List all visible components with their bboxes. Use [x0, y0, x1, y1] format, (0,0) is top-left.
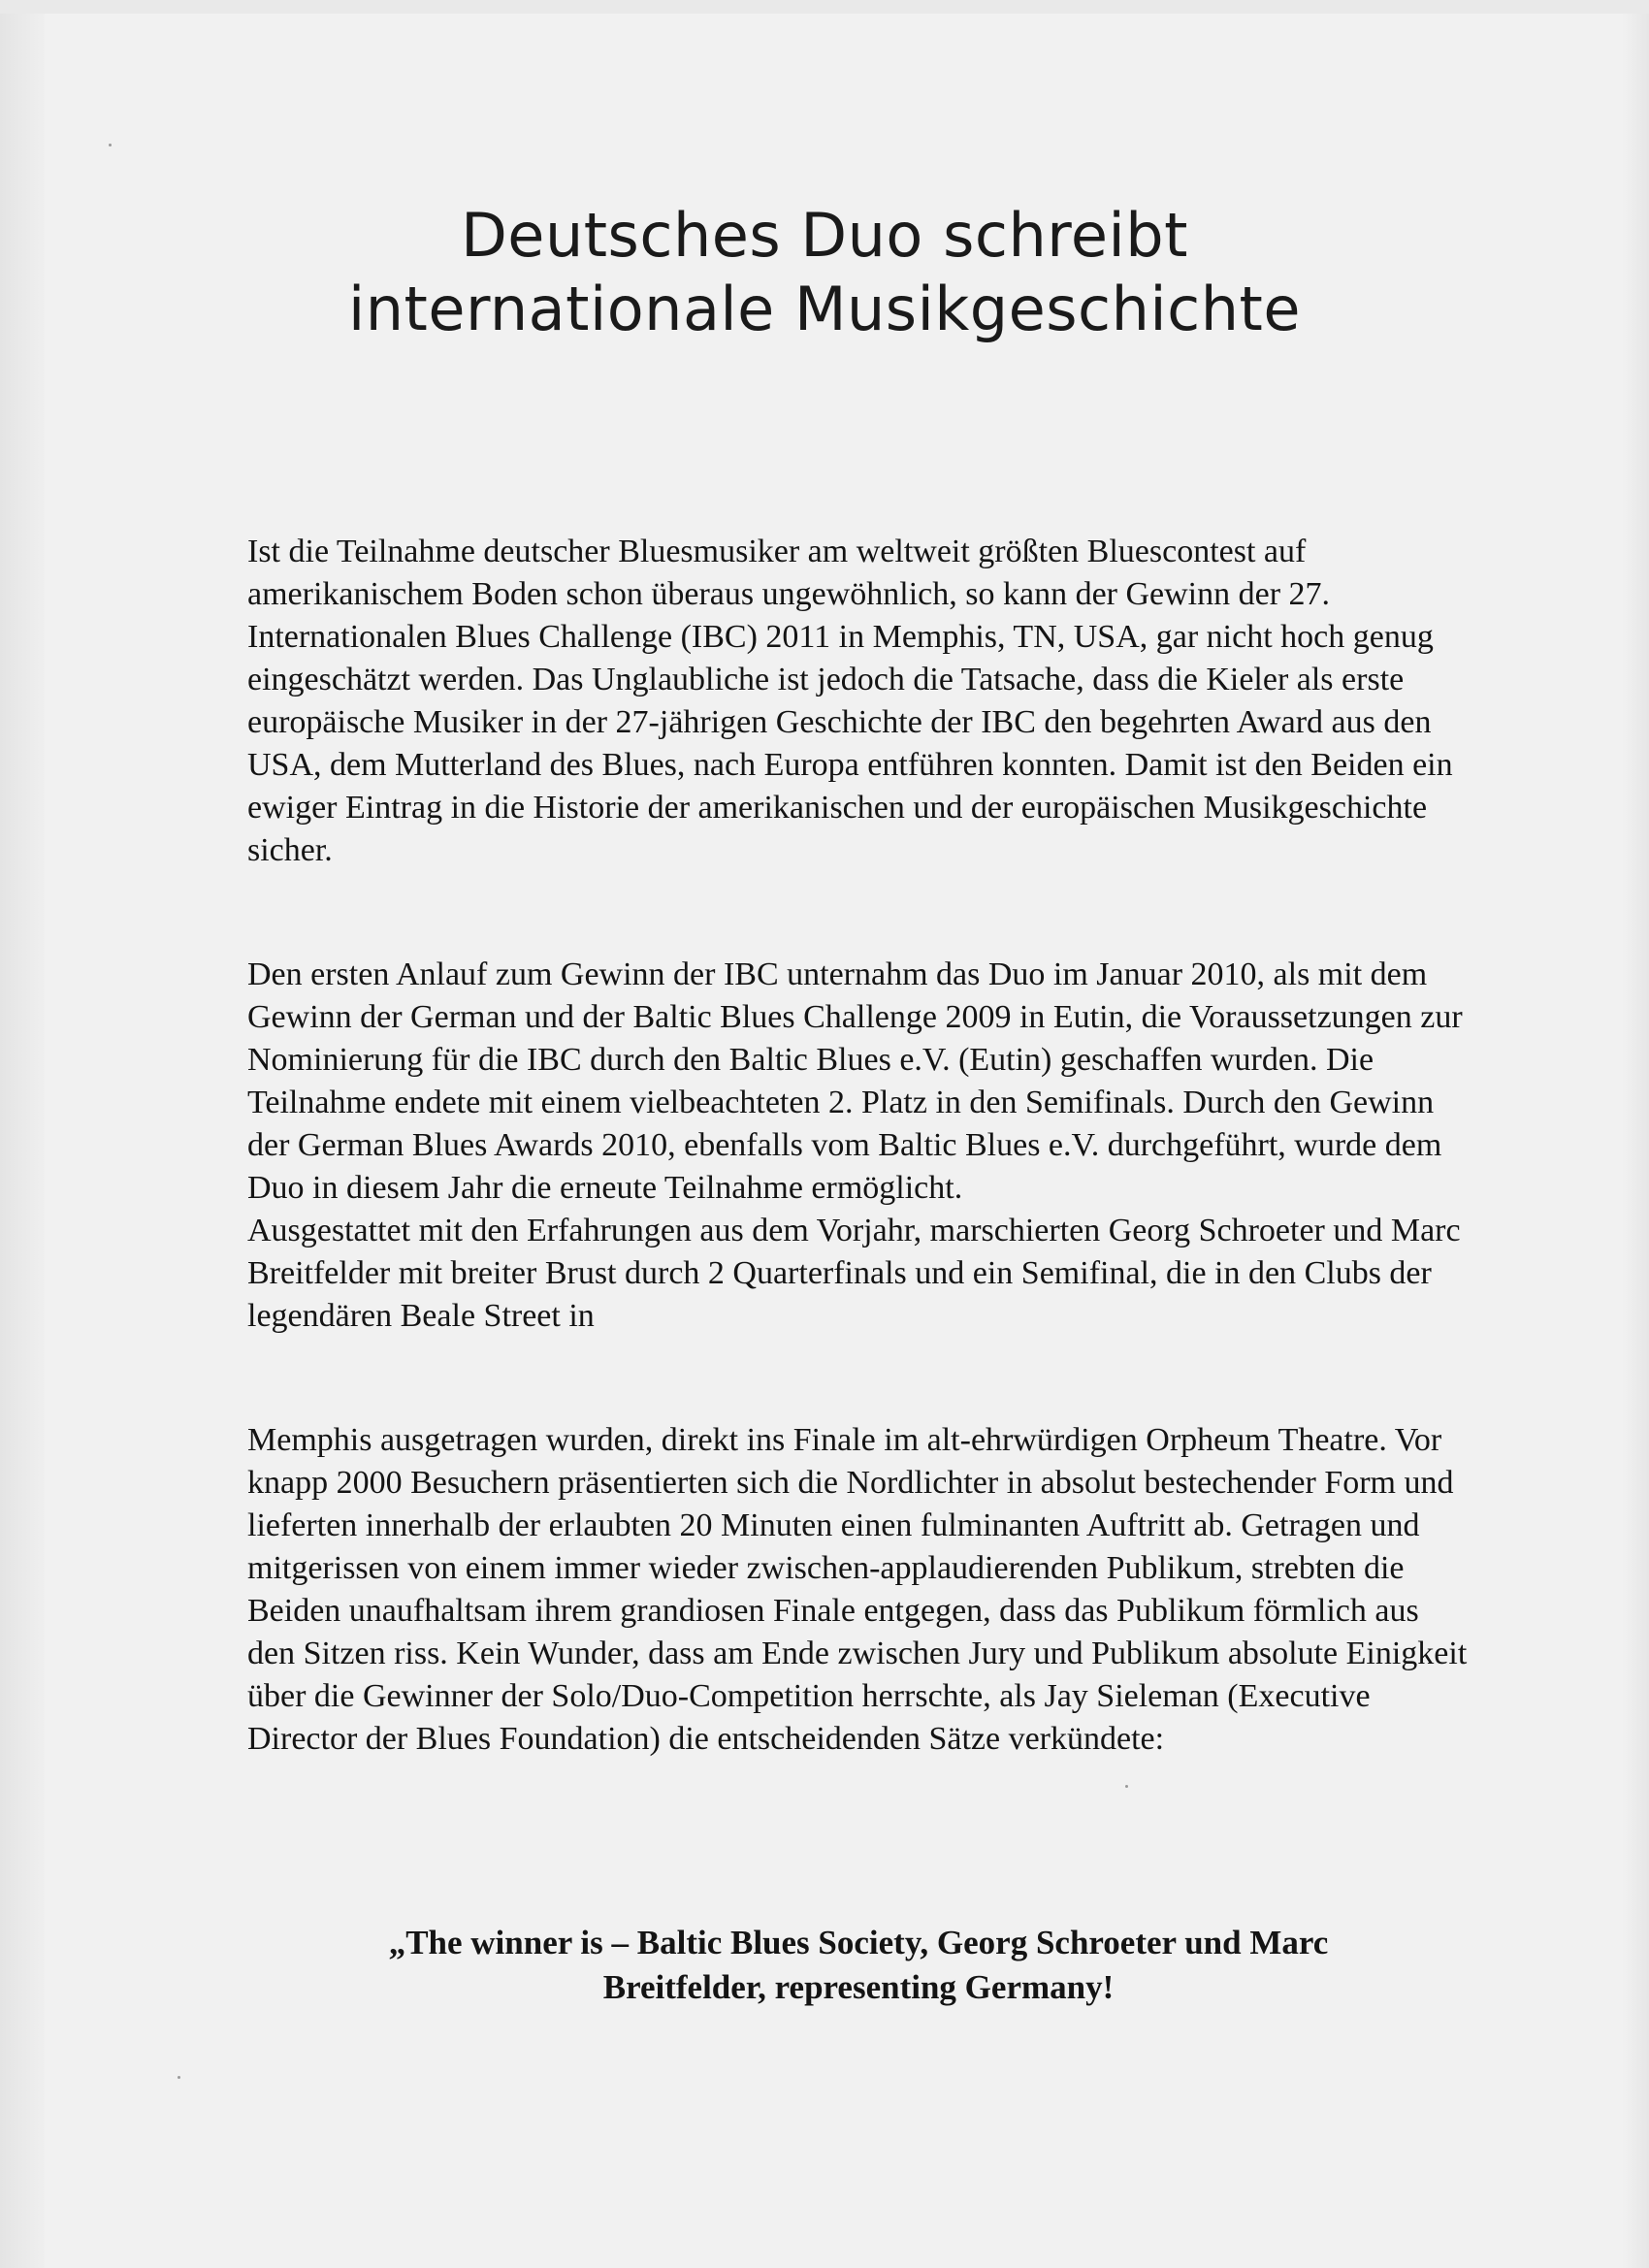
paragraph-3: Ausgestattet mit den Erfahrungen aus dem Vorjahr, marschierten Georg Schroeter und Marc Breitfelder mit breiter Brust durch 2 Quarterfinals und ein Semifinal, die in den Clubs der legendären Beale Street in [247, 1213, 1461, 1334]
scan-speck [1125, 1785, 1128, 1788]
paragraph-2-block [247, 954, 1470, 1338]
quote-line-2: Breitfelder, representing Germany! [602, 1968, 1115, 2006]
paragraph-2: Den ersten Anlauf zum Gewinn der IBC unternahm das Duo im Januar 2010, als mit dem Gewinn der German und der Baltic Blues Challenge 2009 in Eutin, die Voraussetzungen zur Nominierung für die IBC durch den Baltic Blues e.V. (Eutin) geschaffen wurden. Die Teilnahme endete mit einem vielbeachteten 2. Platz in den Semifinals. Durch den Gewinn der German Blues Awards 2010, ebenfalls vom Baltic Blues e.V. durchgeführt, wurde dem Duo in diesem Jahr die erneute Teilnahme ermöglicht. [247, 956, 1463, 1206]
title-line-2: internationale Musikgeschichte [348, 274, 1301, 344]
winner-quote [247, 1921, 1470, 2010]
document-title [0, 199, 1649, 346]
quote-line-1: „The winner is – Baltic Blues Society, Georg Schroeter und Marc [388, 1924, 1329, 1961]
scan-speck [109, 144, 112, 146]
paragraph-4: Memphis ausgetragen wurden, direkt ins Finale im alt-ehrwürdigen Orpheum Theatre. Vor knapp 2000 Besuchern präsentierten sich die Nordlichter in absolut bestechender Form und lieferten innerhalb der erlaubten 20 Minuten einen fulminanten Auftritt ab. Getragen und mitgerissen von einem immer wieder zwischen-applaudierenden Publikum, strebten die Beiden unaufhaltsam ihrem grandiosen Finale entgegen, dass das Publikum förmlich aus den Sitzen riss. Kein Wunder, dass am Ende zwischen Jury und Publikum absolute Einigkeit über die Gewinner der Solo/Duo-Competition herrschte, als Jay Sieleman (Executive Director der Blues Foundation) die entscheidenden Sätze verkündete: [247, 1422, 1468, 1757]
scan-speck [178, 2076, 180, 2079]
paragraph-1: Ist die Teilnahme deutscher Bluesmusiker am weltweit größten Bluescontest auf amerikanischem Boden schon überaus ungewöhnlich, so kann der Gewinn der 27. Internationalen Blues Challenge (IBC) 2011 in Memphis, TN, USA, gar nicht hoch genug eingeschätzt werden. Das Unglaubliche ist jedoch die Tatsache, dass die Kieler als erste europäische Musiker in der 27-jährigen Geschichte der IBC den begehrten Award aus den USA, dem Mutterland des Blues, nach Europa entführen konnten. Damit ist den Beiden ein ewiger Eintrag in die Historie der amerikanischen und der europäischen Musikgeschichte sicher. [247, 534, 1453, 868]
title-line-1: Deutsches Duo schreibt [461, 200, 1188, 271]
